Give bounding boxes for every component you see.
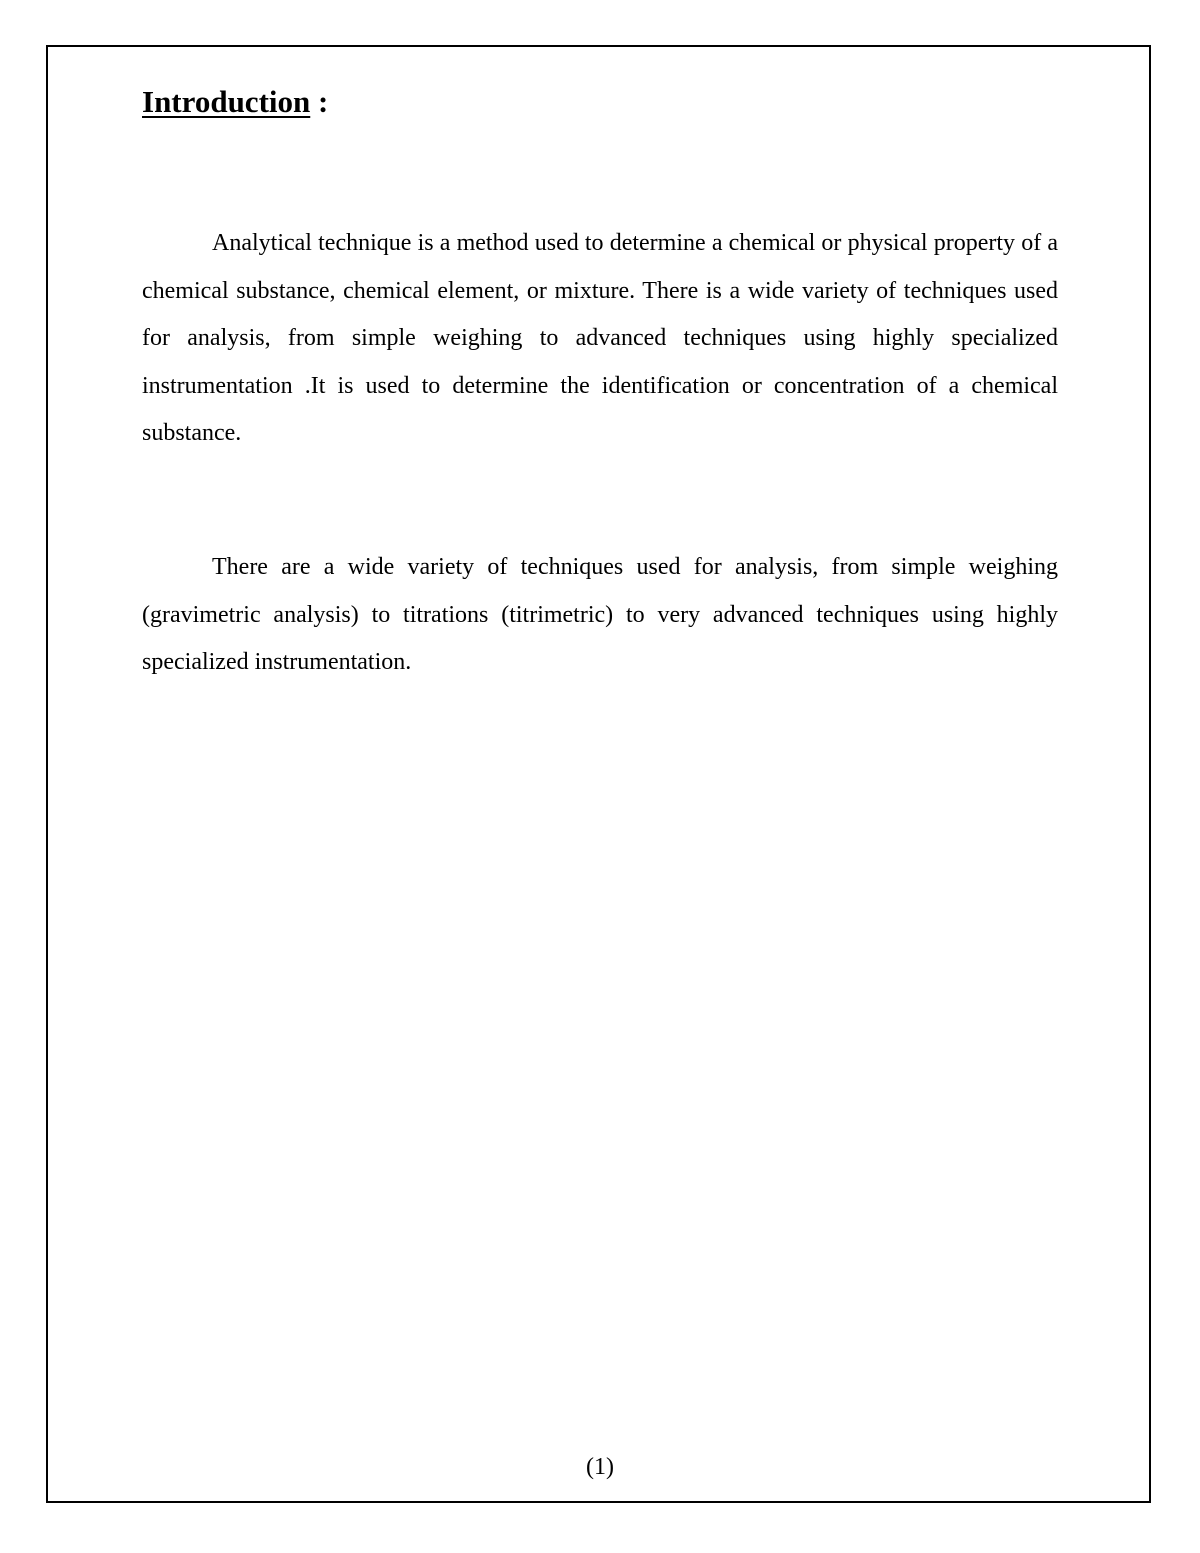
section-title-separator: : [310, 84, 329, 119]
page-number: (1) [586, 1454, 614, 1480]
section-title: Introduction [142, 84, 311, 119]
intro-paragraph-1: Analytical technique is a method used to determine a chemical or physical property of a chemical substance, chemical element, or mixture. There is a wide variety of techniques used for analysis, from simple weighing to advanced techniques using highly specialized instrumentation .It is used to determine the identification or concentration of a chemical substance. [142, 230, 1058, 446]
intro-paragraph-2: There are a wide variety of techniques used for analysis, from simple weighing (gravimetric analysis) to titrations (titrimetric) to very advanced techniques using highly specialized instrumentation. [142, 554, 1058, 675]
section-heading [142, 80, 328, 124]
